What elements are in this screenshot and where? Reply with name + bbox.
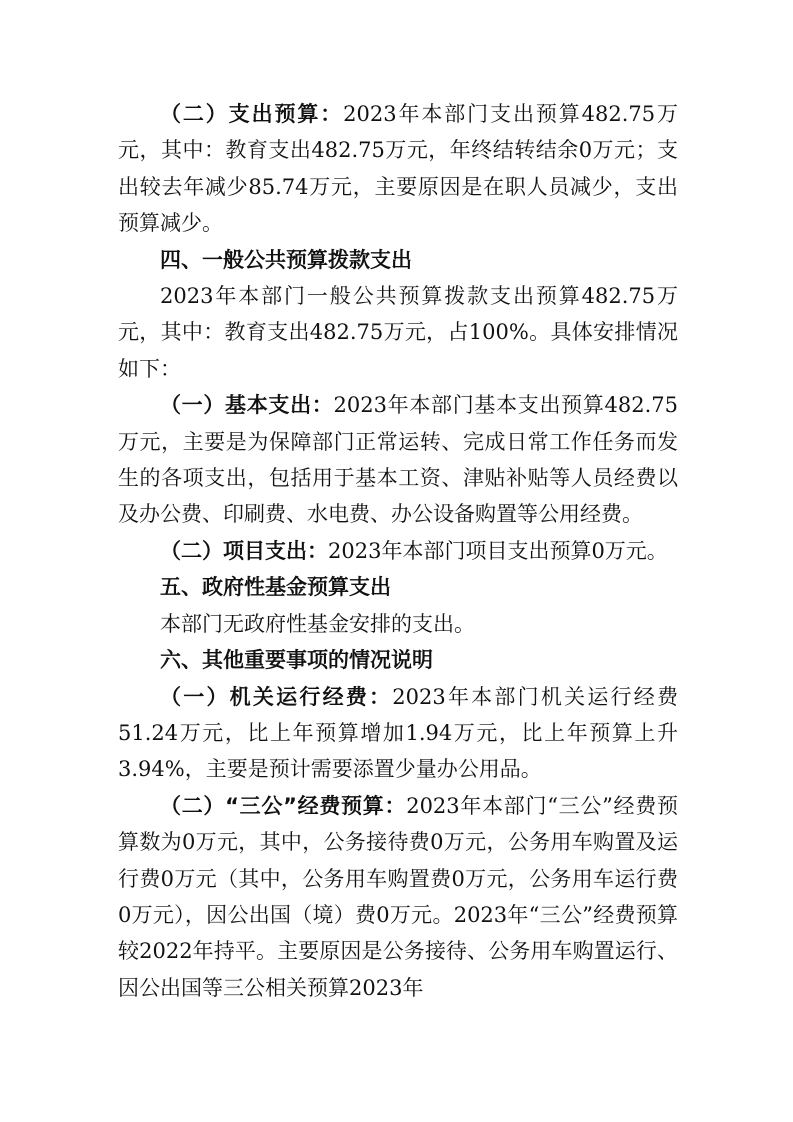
subsection-label: （一）机关运行经费： xyxy=(160,684,393,709)
section-6-heading: 六、其他重要事项的情况说明 xyxy=(160,648,433,673)
three-public-paragraph xyxy=(118,788,678,1006)
fund-budget-paragraph xyxy=(118,606,678,642)
project-expenditure-paragraph xyxy=(118,533,678,569)
section-5-heading: 五、政府性基金预算支出 xyxy=(160,575,391,600)
paragraph-text: 2023年本部门支出预算482.75万元，其中：教育支出482.75万元，年终结转结余0万元；支出较去年减少85.74万元，主要原因是在职人员减少，支出预算减少。 xyxy=(118,102,678,236)
paragraph-text: 2023年本部门机关运行经费51.24万元，比上年预算增加1.94万元，比上年预算上升3.94%，主要是预计需要添置少量办公用品。 xyxy=(118,684,678,782)
paragraph-text: 本部门无政府性基金安排的支出。 xyxy=(160,611,475,636)
subsection-label: （二）“三公”经费预算： xyxy=(160,793,407,818)
subsection-label: （二）支出预算： xyxy=(160,102,344,126)
paragraph-text: 2023年本部门“三公”经费预算数为0万元，其中，公务接待费0万元，公务用车购置及运行费0万元（其中，公务用车购置费0万元，公务用车运行费0万元），因公出国（境）费0万元。2023年“三公”经费预算较2022年持平。主要原因是公务接待、公务用车购置运行、因公出国等三公相关预算2023年 xyxy=(118,793,678,1000)
expenditure-budget-paragraph xyxy=(118,96,678,242)
section-4-heading: 四、一般公共预算拨款支出 xyxy=(160,247,412,272)
paragraph-text: 2023年本部门一般公共预算拨款支出预算482.75万元，其中：教育支出482.75万元，占100%。具体安排情况如下： xyxy=(118,284,678,381)
operating-cost-paragraph xyxy=(118,679,678,788)
subsection-label: （一）基本支出： xyxy=(160,393,334,418)
paragraph-text: 2023年本部门基本支出预算482.75万元，主要是为保障部门正常运转、完成日常工作任务而发生的各项支出，包括用于基本工资、津贴补贴等人员经费以及办公费、印刷费、水电费、办公设备购置等公用经费。 xyxy=(118,393,678,527)
basic-expenditure-paragraph xyxy=(118,387,678,533)
document-body xyxy=(118,96,678,1006)
paragraph-text: 2023年本部门项目支出预算0万元。 xyxy=(328,538,668,563)
general-budget-paragraph xyxy=(118,278,678,387)
subsection-label: （二）项目支出： xyxy=(160,538,328,563)
